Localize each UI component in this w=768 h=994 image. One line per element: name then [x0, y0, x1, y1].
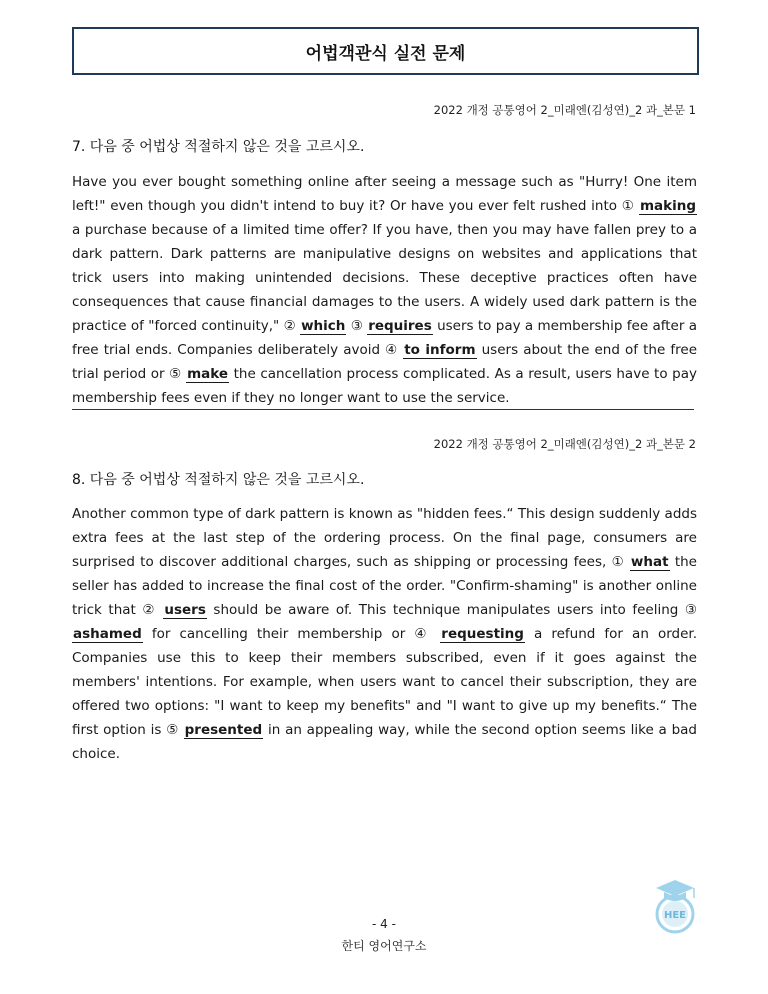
passage-text: a purchase because of a limited time offer? If you have, then you may have fallen prey to a dark pattern. Dark patterns are manipulative designs on websites and applications that trick users into making unintended decisions. These deceptive practices often have consequences that cause financial damages to the users. A widely used dark pattern is the practice of "forced continuity,": [72, 222, 697, 334]
passage-text: a refund for an order. Companies use this to keep their members subscribed, even if it goes against the members' intentions. For example, when users want to cancel their subscription, they are offered two options: "I want to keep my benefits" and "I want to give up my benefits.“ The first option is: [72, 626, 698, 738]
choice-word: ashamed: [73, 626, 142, 642]
passage-text: for cancelling their membership or: [142, 626, 415, 642]
choice-marker: ②: [142, 602, 157, 618]
passage-1: [72, 170, 697, 410]
choice-word: presented: [184, 722, 263, 738]
page-title-text: 어법객관식 실전 문제: [305, 43, 466, 64]
choice-word: which: [301, 318, 346, 334]
passage-text: users to pay a membership fee after a free trial ends. Companies deliberately avoid: [72, 318, 697, 358]
passage-text: in an appealing way, while the second option seems like a bad choice.: [72, 722, 698, 762]
choice-word: to inform: [404, 342, 476, 358]
choice-marker: ②: [283, 318, 296, 334]
passage-text: should be aware of. This technique manipulates users into feeling: [206, 602, 685, 618]
passage-2: [72, 502, 697, 766]
graduation-cap-icon: [656, 880, 694, 901]
passage-text: the seller has added to increase the final cost of the order. "Confirm-shaming" is another online trick that: [72, 554, 697, 618]
question-7: 7. 다음 중 어법상 적절하지 않은 것을 고르시오.: [72, 139, 365, 155]
section-divider: [72, 409, 694, 410]
choice-marker: ①: [621, 198, 635, 214]
choice-word: requires: [368, 318, 432, 334]
choice-marker: ③: [684, 602, 698, 618]
logo-text: HEE: [663, 910, 687, 921]
choice-marker: ①: [611, 554, 625, 570]
choice-marker: ⑤: [169, 366, 182, 382]
choice-marker: ③: [350, 318, 363, 334]
choice-marker: ④: [385, 342, 399, 358]
question-8: 8. 다음 중 어법상 적절하지 않은 것을 고르시오.: [72, 472, 365, 488]
choice-word: users: [164, 602, 206, 618]
page-title: [72, 27, 699, 75]
page-number: - 4 -: [372, 917, 396, 931]
passage-text: Another common type of dark pattern is known as "hidden fees.“ This design suddenly adds extra fees at the last step of the ordering process. On the final page, consumers are surprised to discover additional charges, such as shipping or processing fees,: [72, 506, 697, 570]
choice-word: make: [187, 366, 229, 382]
choice-word: what: [630, 554, 669, 570]
passage-text: the cancellation process complicated. As a result, users have to pay membership fees even if they no longer want to use the service.: [72, 366, 698, 406]
choice-marker: ⑤: [166, 722, 179, 738]
source-label-2: 2022 개정 공통영어 2_미래엔(김성연)_2 과_본문 2: [433, 437, 696, 451]
passage-text: users about the end of the free trial period or: [72, 342, 698, 382]
passage-text: Have you ever bought something online after seeing a message such as "Hurry! One item left!" even though you didn't intend to buy it? Or have you ever felt rushed into: [72, 174, 697, 214]
source-label-1: 2022 개정 공통영어 2_미래엔(김성연)_2 과_본문 1: [433, 103, 696, 117]
choice-marker: ④: [414, 626, 432, 642]
choice-word: requesting: [441, 626, 524, 642]
choice-word: making: [639, 198, 697, 214]
footer-institute: 한티 영어연구소: [341, 939, 427, 953]
